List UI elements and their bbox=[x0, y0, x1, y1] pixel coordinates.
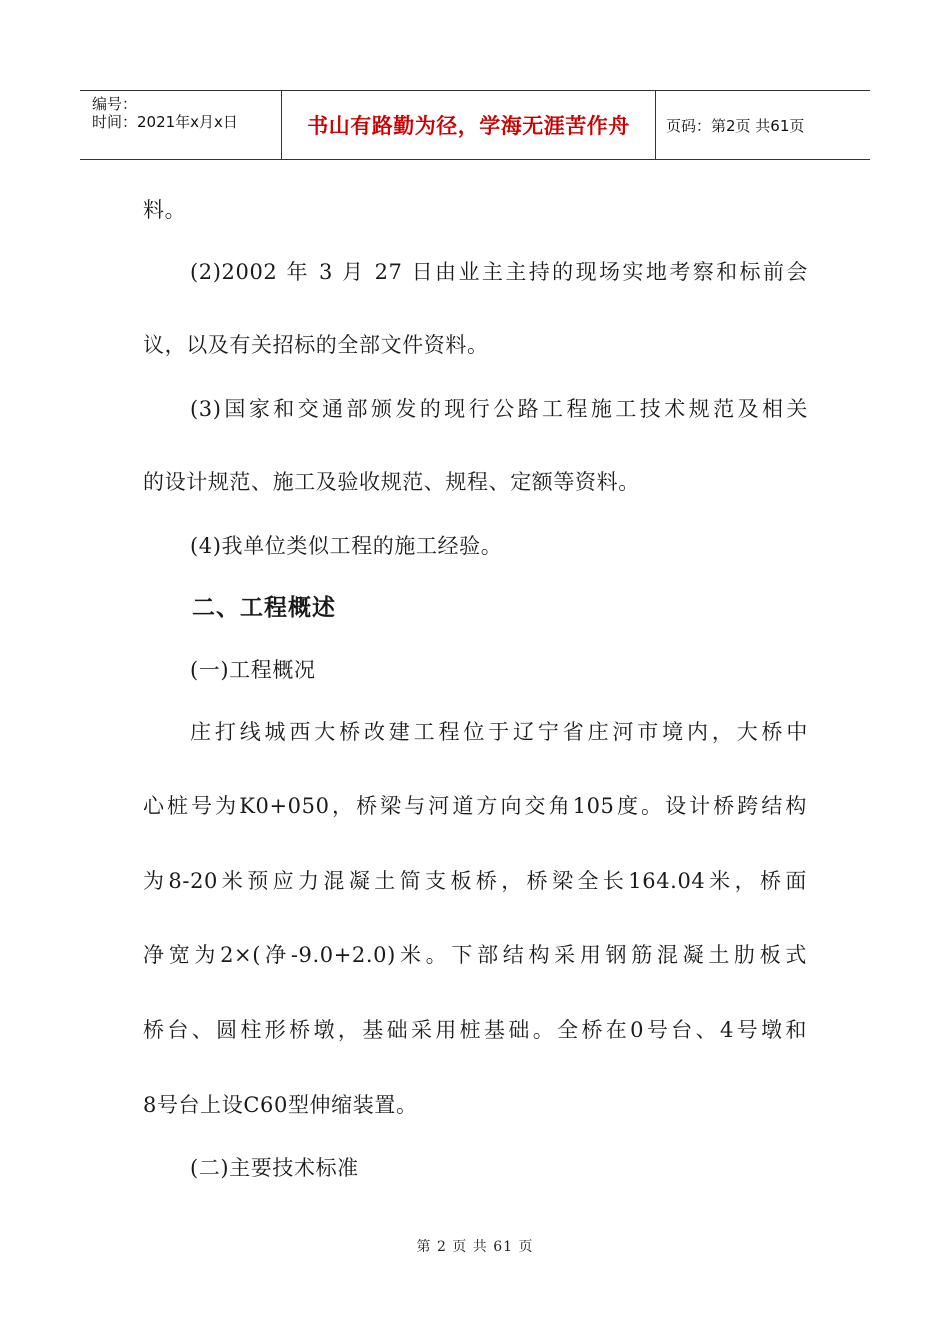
paragraph-line: (2)2002 年 3 月 27 日由业主主持的现场实地考察和标前会 bbox=[190, 260, 808, 284]
paragraph-line: 8号台上设C60型伸缩装置。 bbox=[143, 1093, 418, 1117]
paragraph-line: 净宽为2×(净-9.0+2.0)米。下部结构采用钢筋混凝土肋板式 bbox=[143, 943, 807, 967]
paragraph-line: 为8-20米预应力混凝土简支板桥，桥梁全长164.04米，桥面 bbox=[143, 869, 807, 893]
date-label: 时间：2021年x月x日 bbox=[92, 113, 238, 131]
paragraph-line: 庄打线城西大桥改建工程位于辽宁省庄河市境内，大桥中 bbox=[190, 720, 808, 744]
paragraph-line: (4)我单位类似工程的施工经验。 bbox=[190, 534, 503, 558]
paragraph-line: 料。 bbox=[143, 198, 187, 222]
paragraph-line: 议，以及有关招标的全部文件资料。 bbox=[143, 333, 489, 357]
page-header bbox=[80, 90, 870, 160]
paragraph-line: (3)国家和交通部颁发的现行公路工程施工技术规范及相关 bbox=[190, 397, 808, 421]
subsection-heading: (一)工程概况 bbox=[190, 658, 316, 682]
paragraph-line: 的设计规范、施工及验收规范、规程、定额等资料。 bbox=[143, 470, 640, 494]
serial-label: 编号： bbox=[92, 95, 138, 113]
subsection-heading: (二)主要技术标准 bbox=[190, 1156, 359, 1180]
header-motto-cell bbox=[281, 91, 656, 159]
header-meta-cell bbox=[80, 91, 281, 159]
header-page-info: 页码：第2页 共61页 bbox=[666, 116, 805, 135]
paragraph-line: 心桩号为K0+050，桥梁与河道方向交角105度。设计桥跨结构 bbox=[143, 794, 807, 818]
section-heading: 二、工程概述 bbox=[192, 595, 336, 621]
page-footer: 第 2 页 共 61 页 bbox=[416, 1239, 534, 1255]
motto-text: 书山有路勤为径，学海无涯苦作舟 bbox=[307, 114, 630, 138]
paragraph-line: 桥台、圆柱形桥墩，基础采用桩基础。全桥在0号台、4号墩和 bbox=[143, 1018, 807, 1042]
